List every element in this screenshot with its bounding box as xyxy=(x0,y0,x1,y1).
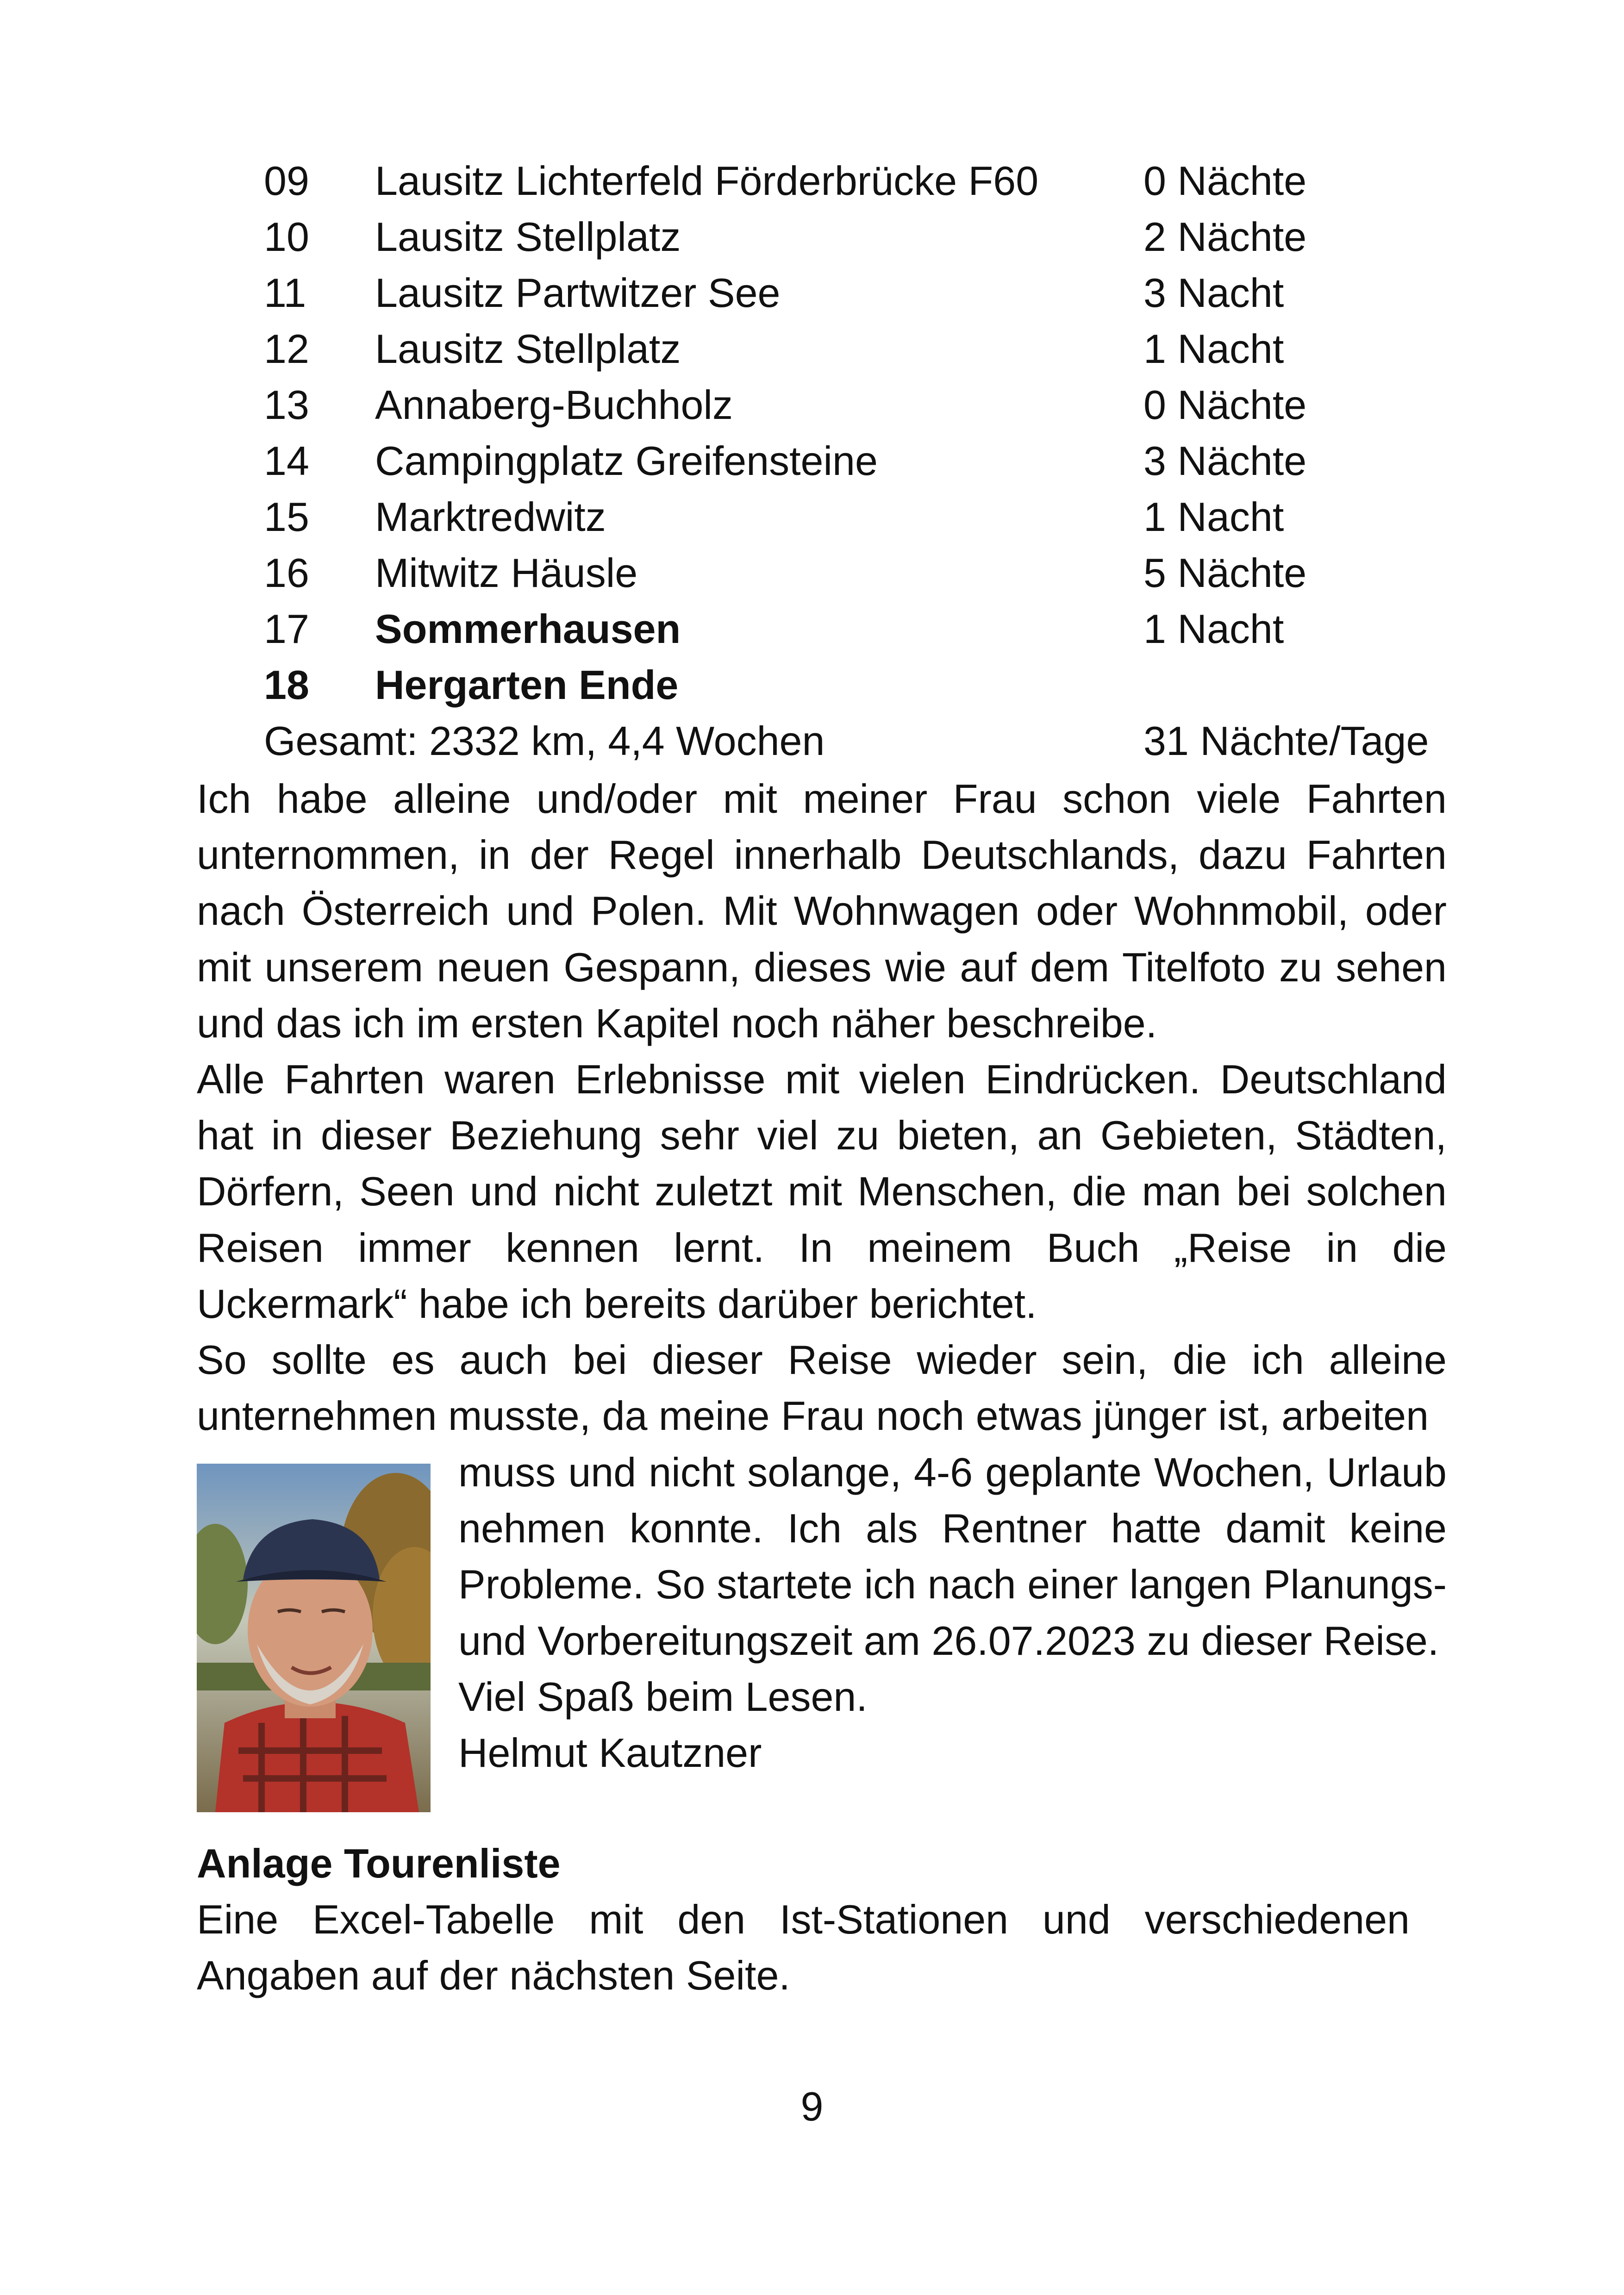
route-nights: 2 Nächte xyxy=(1143,214,1307,260)
route-number: 12 xyxy=(264,326,309,372)
route-nights: 5 Nächte xyxy=(1143,550,1307,596)
appendix-heading: Anlage Tourenliste xyxy=(197,1840,561,1886)
route-total-row xyxy=(264,713,1449,769)
route-row xyxy=(264,433,1449,489)
wrapped-paragraph: muss und nicht solange, 4-6 geplante Wochen, Urlaub nehmen konnte. Ich als Rentner hatte damit keine Probleme. So startete ich nach einer langen Planungs- und Vorbereitungszeit am 26.07.2023 zu dieser Reise. xyxy=(458,1449,1447,1664)
route-place: Annaberg-Buchholz xyxy=(375,382,733,428)
route-number: 13 xyxy=(264,382,309,428)
appendix-text xyxy=(197,1891,1410,2003)
author-photo xyxy=(197,1464,431,1812)
route-row xyxy=(264,265,1449,321)
route-number: 09 xyxy=(264,158,309,204)
appendix-paragraph: Eine Excel-Tabelle mit den Ist-Stationen und verschiedenen Angaben auf der nächsten Seite. xyxy=(197,1896,1410,1999)
page-number: 9 xyxy=(800,2083,824,2129)
route-nights: 0 Nächte xyxy=(1143,158,1307,204)
route-total-nights: 31 Nächte/Tage xyxy=(1143,718,1429,764)
route-number: 17 xyxy=(264,606,309,652)
route-number: 14 xyxy=(264,438,309,484)
route-row xyxy=(264,321,1449,377)
route-nights: 0 Nächte xyxy=(1143,382,1307,428)
route-place: Marktredwitz xyxy=(375,494,606,540)
route-number: 15 xyxy=(264,494,309,540)
intro-text xyxy=(197,771,1447,1444)
intro-paragraph: Alle Fahrten waren Erlebnisse mit vielen Eindrücken. Deutschland hat in dieser Beziehung sehr viel zu bieten, an Gebieten, Städten, Dörfern, Seen und nicht zuletzt mit Menschen, die man bei solchen Reisen immer kennen lernt. In meinem Buch „Reise in die Uckermark“ habe ich bereits darüber berichtet. xyxy=(197,1056,1447,1327)
route-place: Campingplatz Greifensteine xyxy=(375,438,878,484)
route-nights: 1 Nacht xyxy=(1143,606,1284,652)
greeting: Viel Spaß beim Lesen. xyxy=(458,1673,868,1720)
route-place: Lausitz Lichterfeld Förderbrücke F60 xyxy=(375,158,1039,204)
route-row xyxy=(264,489,1449,545)
route-number: 10 xyxy=(264,214,309,260)
route-table xyxy=(264,153,1449,769)
route-place: Mitwitz Häusle xyxy=(375,550,638,596)
route-place: Lausitz Stellplatz xyxy=(375,326,681,372)
intro-paragraph: So sollte es auch bei dieser Reise wieder sein, die ich alleine unternehmen musste, da meine Frau noch etwas jünger ist, arbeiten xyxy=(197,1337,1447,1439)
route-place: Lausitz Stellplatz xyxy=(375,214,681,260)
route-number: 16 xyxy=(264,550,309,596)
route-nights: 1 Nacht xyxy=(1143,326,1284,372)
route-nights: 3 Nacht xyxy=(1143,270,1284,316)
route-row xyxy=(264,377,1449,433)
route-place: Hergarten Ende xyxy=(375,662,679,708)
intro-paragraph: Ich habe alleine und/oder mit meiner Frau schon viele Fahrten unternommen, in der Regel innerhalb Deutschlands, dazu Fahrten nach Österreich und Polen. Mit Wohnwagen oder Wohnmobil, oder mit unserem neuen Gespann, dieses wie auf dem Titelfoto zu sehen und das ich im ersten Kapitel noch näher beschreibe. xyxy=(197,776,1447,1046)
route-row xyxy=(264,657,1449,713)
route-place: Lausitz Partwitzer See xyxy=(375,270,781,316)
route-row xyxy=(264,601,1449,657)
route-number: 18 xyxy=(264,662,309,708)
route-row xyxy=(264,153,1449,209)
route-row xyxy=(264,209,1449,265)
signature: Helmut Kautzner xyxy=(458,1730,762,1776)
route-nights: 3 Nächte xyxy=(1143,438,1307,484)
route-place: Sommerhausen xyxy=(375,606,681,652)
route-total-label: Gesamt: 2332 km, 4,4 Wochen xyxy=(264,718,825,764)
route-nights: 1 Nacht xyxy=(1143,494,1284,540)
wrapped-text xyxy=(458,1444,1447,1781)
route-number: 11 xyxy=(264,270,306,316)
route-row xyxy=(264,545,1449,601)
